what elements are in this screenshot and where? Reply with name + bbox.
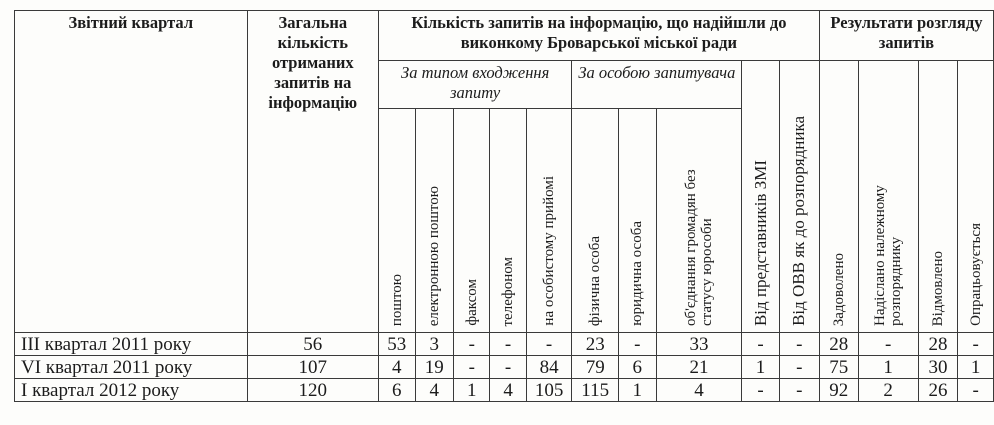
cell-association: 4 [656, 379, 742, 402]
cell-ovv: - [779, 379, 819, 402]
header-email: електронною поштою [415, 109, 454, 333]
header-legal: юридична особа [619, 109, 657, 333]
cell-personal: 105 [526, 379, 572, 402]
cell-association: 33 [656, 333, 742, 356]
header-processing: Опрацьовується [958, 61, 994, 333]
cell-forwarded: 2 [858, 379, 918, 402]
header-results-group: Результати розгляду запитів [819, 11, 993, 61]
cell-total: 56 [247, 333, 378, 356]
cell-email: 3 [415, 333, 454, 356]
cell-post: 53 [378, 333, 415, 356]
header-phone: телефоном [490, 109, 526, 333]
table-row [15, 356, 994, 379]
cell-ovv: - [779, 356, 819, 379]
cell-total: 107 [247, 356, 378, 379]
cell-refused: 28 [918, 333, 958, 356]
header-refused: Відмовлено [918, 61, 958, 333]
cell-processing: - [958, 379, 994, 402]
cell-processing: - [958, 333, 994, 356]
header-quarter: Звітний квартал [15, 11, 248, 333]
header-post: поштою [378, 109, 415, 333]
cell-individual: 23 [572, 333, 619, 356]
cell-legal: 1 [619, 379, 657, 402]
header-association: об'єднання громадян без статусу юрособи [656, 109, 742, 333]
cell-total: 120 [247, 379, 378, 402]
cell-legal: 6 [619, 356, 657, 379]
cell-personal: - [526, 333, 572, 356]
cell-refused: 30 [918, 356, 958, 379]
requests-report-table [14, 10, 994, 402]
cell-fax: - [454, 333, 490, 356]
cell-phone: - [490, 333, 526, 356]
cell-refused: 26 [918, 379, 958, 402]
cell-post: 4 [378, 356, 415, 379]
cell-processing: 1 [958, 356, 994, 379]
cell-forwarded: 1 [858, 356, 918, 379]
cell-fax: 1 [454, 379, 490, 402]
header-ovv: Від ОВВ як до розпорядника [779, 61, 819, 333]
header-by-requester: За особою запитувача [572, 61, 742, 109]
cell-legal: - [619, 333, 657, 356]
header-media: Від представників ЗМІ [742, 61, 779, 333]
cell-media: - [742, 379, 779, 402]
cell-individual: 115 [572, 379, 619, 402]
cell-quarter: ІІІ квартал 2011 року [15, 333, 248, 356]
cell-forwarded: - [858, 333, 918, 356]
cell-ovv: - [779, 333, 819, 356]
cell-quarter: VІ квартал 2011 року [15, 356, 248, 379]
cell-post: 6 [378, 379, 415, 402]
header-fax: факсом [454, 109, 490, 333]
cell-satisfied: 92 [819, 379, 858, 402]
cell-email: 19 [415, 356, 454, 379]
cell-media: - [742, 333, 779, 356]
cell-fax: - [454, 356, 490, 379]
header-satisfied: Задоволено [819, 61, 858, 333]
cell-satisfied: 75 [819, 356, 858, 379]
table-row [15, 333, 994, 356]
cell-individual: 79 [572, 356, 619, 379]
cell-quarter: І квартал 2012 року [15, 379, 248, 402]
header-by-type: За типом входження запиту [378, 61, 571, 109]
header-requests-group: Кількість запитів на інформацію, що надійшли до виконкому Броварської міської ради [378, 11, 819, 61]
cell-media: 1 [742, 356, 779, 379]
cell-phone: - [490, 356, 526, 379]
table-row [15, 379, 994, 402]
header-forwarded: Надіслано належному розпоряднику [858, 61, 918, 333]
header-personal: на особистому прийомі [526, 109, 572, 333]
cell-satisfied: 28 [819, 333, 858, 356]
cell-association: 21 [656, 356, 742, 379]
header-individual: фізична особа [572, 109, 619, 333]
cell-personal: 84 [526, 356, 572, 379]
cell-phone: 4 [490, 379, 526, 402]
header-total: Загальна кількість отриманих запитів на інформацію [247, 11, 378, 333]
cell-email: 4 [415, 379, 454, 402]
